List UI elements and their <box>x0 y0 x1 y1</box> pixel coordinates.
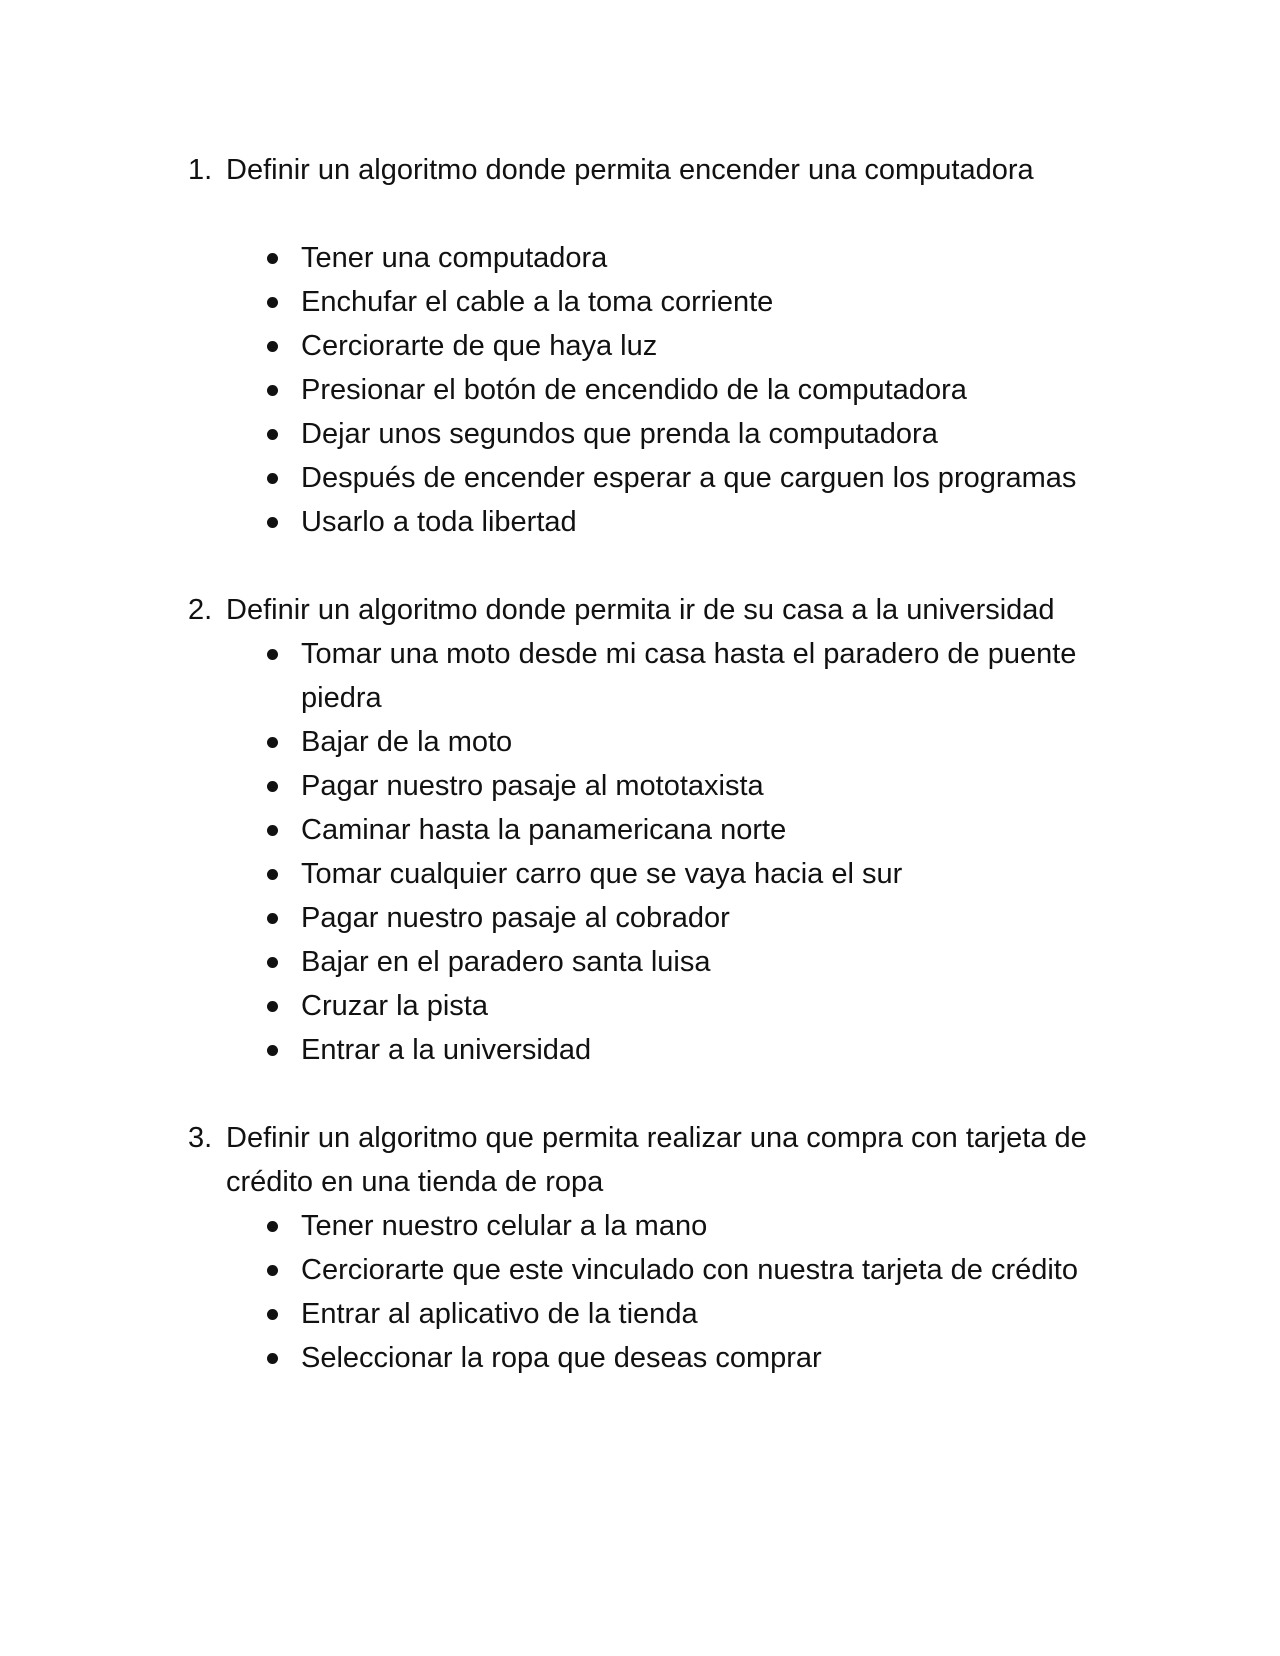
list-item <box>263 1336 1128 1380</box>
list-item <box>263 1028 1128 1072</box>
list-item <box>263 852 1128 896</box>
list-item-text: Enchufar el cable a la toma corriente <box>301 286 774 318</box>
list-item-text: Tener una computadora <box>301 242 608 274</box>
list-item <box>263 808 1128 852</box>
list-item-text: Seleccionar la ropa que deseas comprar <box>301 1342 822 1374</box>
bullet-icon <box>263 940 301 984</box>
list-item-text: Dejar unos segundos que prenda la computadora <box>301 418 938 450</box>
list-item <box>263 1292 1128 1336</box>
bullet-list <box>188 632 1128 1072</box>
list-item <box>263 456 1128 500</box>
bullet-icon <box>263 896 301 940</box>
bullet-icon <box>263 984 301 1028</box>
section-heading <box>188 588 1128 632</box>
list-item-text: Entrar a la universidad <box>301 1034 592 1066</box>
section-number: 1. <box>188 154 213 186</box>
section-title: Definir un algoritmo donde permita ir de su casa a la universidad <box>226 594 1055 626</box>
list-item-text: Pagar nuestro pasaje al mototaxista <box>301 770 764 802</box>
list-item-text: Caminar hasta la panamericana norte <box>301 814 787 846</box>
bullet-icon <box>263 632 301 720</box>
bullet-icon <box>263 720 301 764</box>
list-item <box>263 632 1128 720</box>
bullet-icon <box>263 852 301 896</box>
bullet-icon <box>263 1336 301 1380</box>
list-item <box>263 1248 1128 1292</box>
list-item-text: Bajar de la moto <box>301 726 513 758</box>
bullet-icon <box>263 456 301 500</box>
section-3 <box>188 1116 1128 1380</box>
document-body <box>188 148 1128 1380</box>
section-2 <box>188 588 1128 1072</box>
list-item-text: Cruzar la pista <box>301 990 488 1022</box>
section-number: 2. <box>188 594 213 626</box>
section-number: 3. <box>188 1122 213 1154</box>
section-title: Definir un algoritmo donde permita encender una computadora <box>226 154 1034 186</box>
bullet-icon <box>263 368 301 412</box>
list-item <box>263 984 1128 1028</box>
list-item <box>263 720 1128 764</box>
list-item <box>263 896 1128 940</box>
list-item-text: Presionar el botón de encendido de la computadora <box>301 374 967 406</box>
list-item <box>263 280 1128 324</box>
section-heading <box>188 1116 1128 1204</box>
list-item-text: Tomar una moto desde mi casa hasta el paradero de puente piedra <box>301 638 1077 714</box>
bullet-icon <box>263 1248 301 1292</box>
bullet-icon <box>263 500 301 544</box>
list-item <box>263 236 1128 280</box>
bullet-icon <box>263 324 301 368</box>
list-item-text: Después de encender esperar a que carguen los programas <box>301 462 1077 494</box>
section-1 <box>188 148 1128 544</box>
list-item-text: Pagar nuestro pasaje al cobrador <box>301 902 730 934</box>
section-heading <box>188 148 1128 192</box>
list-item <box>263 324 1128 368</box>
list-item-text: Tener nuestro celular a la mano <box>301 1210 708 1242</box>
bullet-icon <box>263 808 301 852</box>
bullet-icon <box>263 280 301 324</box>
list-item <box>263 764 1128 808</box>
list-item <box>263 412 1128 456</box>
bullet-list <box>188 1204 1128 1380</box>
list-item <box>263 1204 1128 1248</box>
bullet-icon <box>263 1292 301 1336</box>
bullet-icon <box>263 1204 301 1248</box>
bullet-icon <box>263 764 301 808</box>
section-title: Definir un algoritmo que permita realizar una compra con tarjeta de crédito en una tienda de ropa <box>226 1122 1087 1198</box>
list-item-text: Cerciorarte de que haya luz <box>301 330 658 362</box>
bullet-list <box>188 236 1128 544</box>
list-item-text: Entrar al aplicativo de la tienda <box>301 1298 698 1330</box>
bullet-icon <box>263 412 301 456</box>
bullet-icon <box>263 236 301 280</box>
bullet-icon <box>263 1028 301 1072</box>
list-item <box>263 368 1128 412</box>
list-item-text: Usarlo a toda libertad <box>301 506 577 538</box>
list-item-text: Cerciorarte que este vinculado con nuestra tarjeta de crédito <box>301 1254 1078 1286</box>
list-item <box>263 500 1128 544</box>
list-item-text: Tomar cualquier carro que se vaya hacia el sur <box>301 858 903 890</box>
list-item-text: Bajar en el paradero santa luisa <box>301 946 711 978</box>
list-item <box>263 940 1128 984</box>
